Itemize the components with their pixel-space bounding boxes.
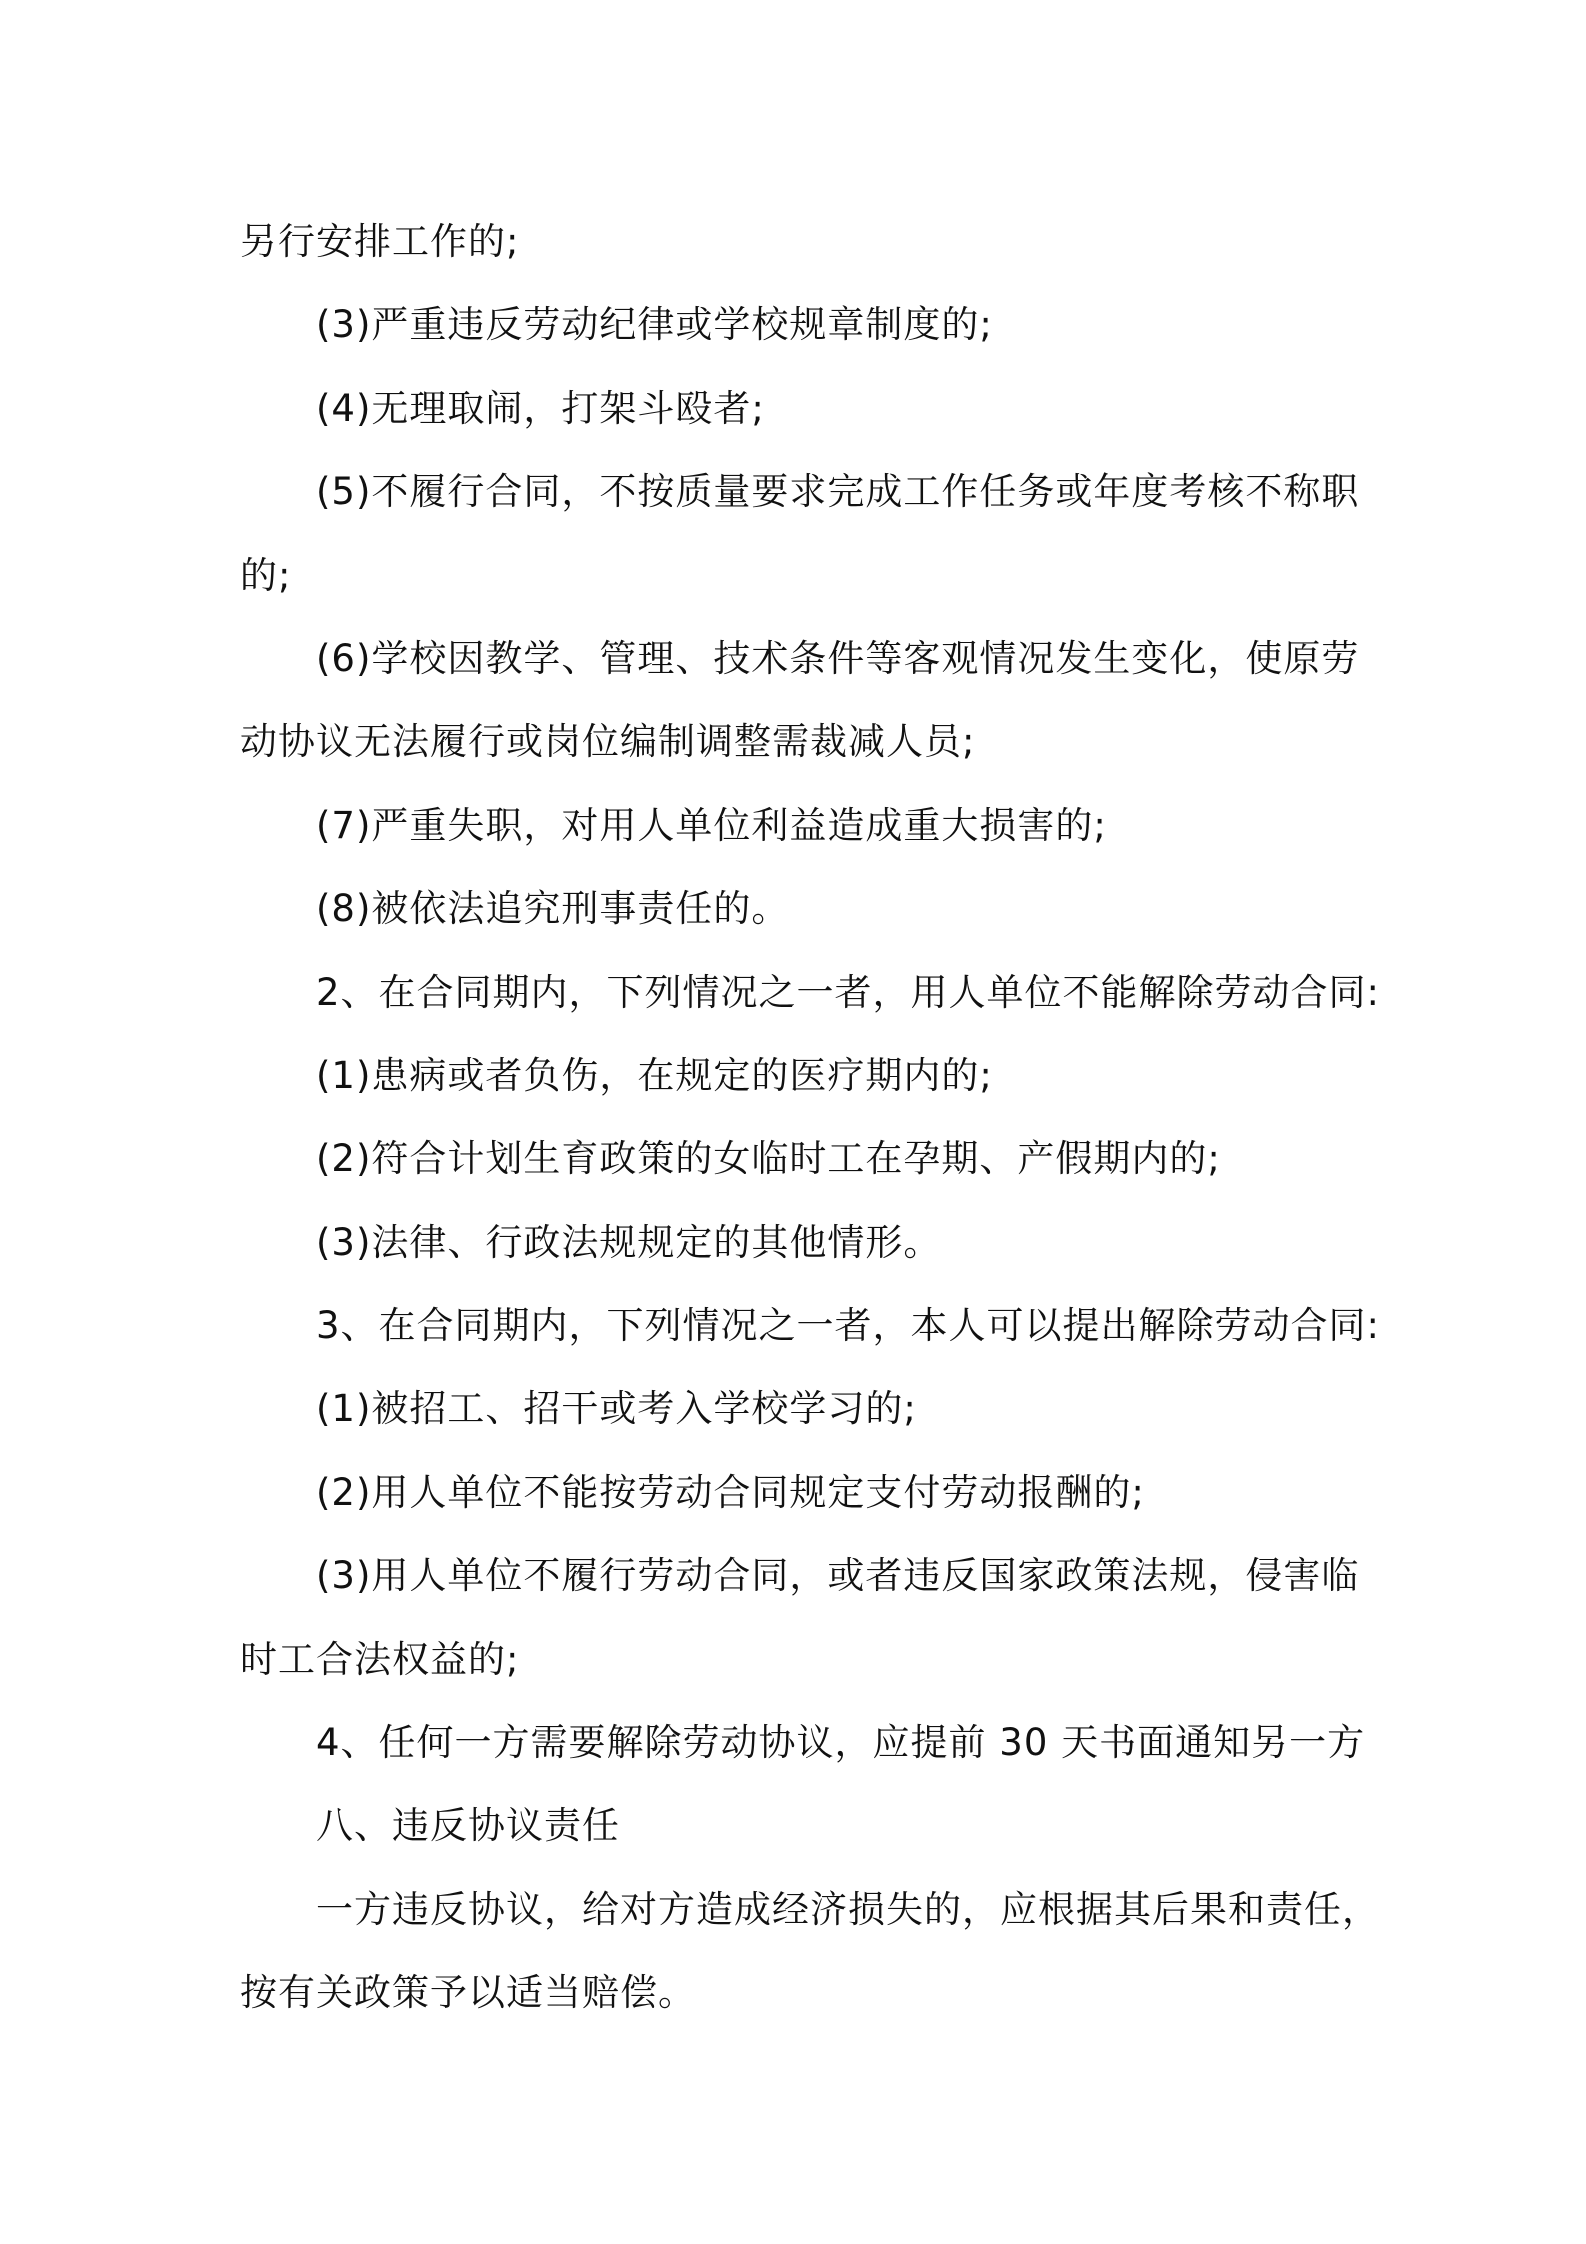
- text-line: (1)患病或者负伤，在规定的医疗期内的;: [316, 1053, 993, 1097]
- document-body: [240, 200, 1381, 2035]
- text-line: (3)严重违反劳动纪律或学校规章制度的;: [316, 303, 993, 347]
- text-line: 2、在合同期内，下列情况之一者，用人单位不能解除劳动合同:: [316, 970, 1381, 1014]
- text-line: 的;: [240, 553, 292, 597]
- text-line: (2)符合计划生育政策的女临时工在孕期、产假期内的;: [316, 1137, 1221, 1181]
- section-heading: 八、违反协议责任: [316, 1804, 620, 1848]
- text-line: 另行安排工作的;: [240, 220, 520, 263]
- text-line: (5)不履行合同，不按质量要求完成工作任务或年度考核不称职: [316, 470, 1360, 514]
- text-line: 3、在合同期内，下列情况之一者，本人可以提出解除劳动合同:: [316, 1304, 1381, 1348]
- text-line: (7)严重失职，对用人单位利益造成重大损害的;: [316, 803, 1107, 847]
- text-line: (8)被依法追究刑事责任的。: [316, 887, 790, 931]
- text-line: (1)被招工、招干或考入学校学习的;: [316, 1387, 917, 1431]
- text-line: (3)法律、行政法规规定的其他情形。: [316, 1220, 942, 1264]
- text-line: 动协议无法履行或岗位编制调整需裁减人员;: [240, 720, 976, 764]
- text-line: 时工合法权益的;: [240, 1637, 520, 1681]
- text-line: 按有关政策予以适当赔偿。: [240, 1971, 696, 2015]
- text-line: (2)用人单位不能按劳动合同规定支付劳动报酬的;: [316, 1470, 1145, 1514]
- text-line: (3)用人单位不履行劳动合同，或者违反国家政策法规，侵害临: [316, 1554, 1360, 1598]
- text-line: 一方违反协议，给对方造成经济损失的，应根据其后果和责任，: [316, 1887, 1380, 1931]
- text-line: (4)无理取闹，打架斗殴者;: [316, 386, 765, 430]
- text-line: 4、任何一方需要解除劳动协议，应提前 30 天书面通知另一方: [316, 1721, 1366, 1765]
- text-line: (6)学校因教学、管理、技术条件等客观情况发生变化，使原劳: [316, 636, 1360, 680]
